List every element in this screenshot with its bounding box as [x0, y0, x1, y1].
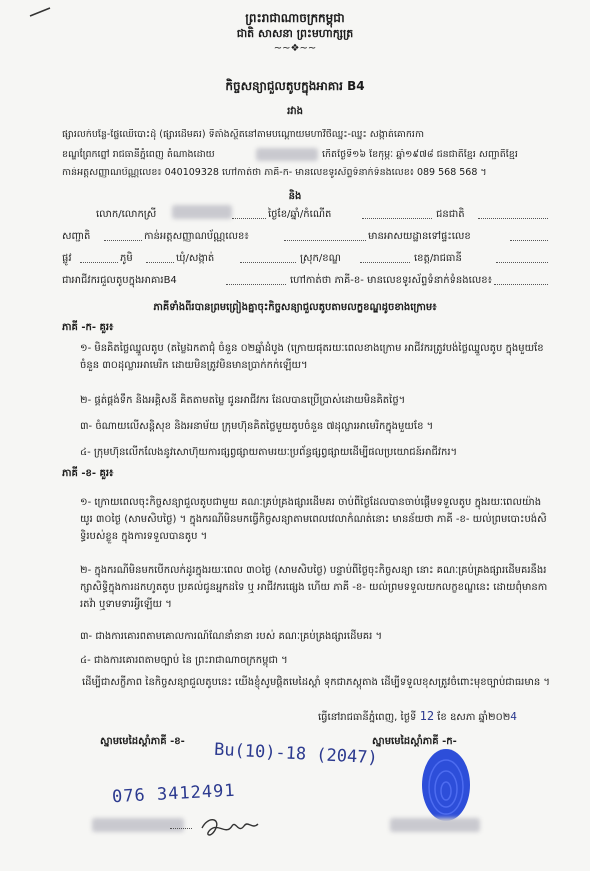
handwritten-phone: 076 3412491 [111, 780, 237, 808]
party-b-district-label: ស្រុក/ខណ្ឌ [300, 253, 341, 264]
party-b-commune-label: ឃុំ/សង្កាត់ [176, 253, 215, 264]
party-a-line3: កាន់អត្តសញ្ញាណប័ណ្ណលេខ៖ 040109328 ហៅកាត់ថា ភាគី-ក- មានលេខទូរស័ព្ទទំនាក់ទំនងលេខ៖ 089 568 568 ។ [62, 167, 487, 178]
date-day: 12 [419, 709, 435, 723]
motto: ជាតិ សាសនា ព្រះមហាក្សត្រ [236, 27, 354, 40]
section-b-item-4: ៤- ជាងការគោរពតាមច្បាប់ នៃ ព្រះរាជាណាចក្រកម្ពុជា ។ [80, 655, 288, 666]
party-b-name-label: លោក/លោកស្រី [96, 209, 157, 220]
redacted-name [256, 148, 318, 161]
party-b-address-label: មានអាសយដ្ឋានទៅផ្ទះលេខ [368, 231, 471, 242]
section-b-item-1: ១- ក្រោយពេលចុះកិច្ចសន្យាជួលតូបជាមួយ គណៈគ្រប់គ្រងផ្សារដើមគរ ចាប់ពីថ្ងៃដែលបានចាប់ផ្តើមទទួលតូប ក្នុងរយៈពេលយ៉ាងយូរ ៣០ថ្ងៃ (សាមសិបថ្ងៃ) ។ ក្នុងករណីមិនមកធ្វើកិច្ចសន្យាតាមពេលវេលាកំណត់នោះ មានន័យថា ភាគី -ខ- យល់ព្រមបោះបង់សិទ្ធិរបស់ខ្លួន ក្នុងការទទួលបានតូប ។ [80, 497, 547, 542]
date-line [318, 710, 517, 724]
party-a-thumb-label: ស្នាមមេដៃស្តាំភាគី -ក- [372, 736, 457, 747]
date-month-label: ខែ [437, 712, 447, 723]
redacted-tenant-name [172, 205, 232, 219]
and-label: និង [288, 191, 302, 202]
section-b-item-3: ៣- ជាងការគោរពតាមគោលការណ៍ណែនាំនានា របស់ គណៈគ្រប់គ្រងផ្សារដើមគរ ។ [80, 631, 383, 642]
party-b-citizenship-label: សញ្ជាតិ [62, 231, 91, 242]
fingerprint-image [418, 744, 474, 826]
section-a-item-1: ១- មិនគិតថ្លៃឈ្នួលតូប (តម្លៃឯកតាជុំ ចំនួន ០២ឆ្នាំដំបូង (ក្រោយផុតរយៈពេលខាងក្រោម អាជីវករត្រូវបង់ថ្លៃឈ្នួលតូប ក្នុងមួយខែចំនួន ៣០ដុល្លារអាមេរិក ដោយមិនត្រូវមិនមានប្រាក់កក់ឡើយ។ [80, 343, 544, 371]
section-a-item-4: ៤- ក្រុមហ៊ុនលើកលែងនូវសោហ៊ុយការផ្សព្វផ្សាយតាមរយៈប្រព័ន្ធផ្សព្វផ្សាយដើម្បីផលប្រយោជន៍អាជីវករ។ [80, 447, 458, 458]
date-month: ឧសភា [449, 712, 476, 723]
section-a-item-2: ២- ផ្គត់ផ្គង់ទឹក និងអគ្គិសនី គិតតាមតម្លៃ ជូនអាជីវករ ដែលបានប្រើប្រាស់ដោយមិនគិតថ្លៃ។ [80, 395, 406, 406]
party-b-village-label: ភូមិ [120, 253, 133, 264]
contract-title: កិច្ចសន្យាជួលតូបក្នុងអាគារ B4 [225, 79, 365, 93]
party-a-line2b: កើតថ្ងៃទី១៦ ខែកុម្ភៈ ឆ្នាំ១៩៧៨ ជនជាតិខ្មែរ សញ្ជាតិខ្មែរ [322, 149, 518, 160]
closing-statement: ដើម្បីជាសក្ខីភាព នៃកិច្ចសន្យាជួលតូបនេះ យើងខ្ញុំសូមផ្តិតមេដៃស្តាំ ទុកជាភស្តុតាង ដើម្បីទទួលខុសត្រូវចំពោះមុខច្បាប់ជាធរមាន ។ [82, 677, 550, 688]
handwritten-stall-code: Bu(10)-18 (2047) [213, 739, 379, 769]
date-year-suffix: 4 [510, 710, 517, 723]
between-label: រវាង [287, 106, 303, 117]
section-b-item-2: ២- ក្នុងករណីមិនមកបើកលក់ដូរក្នុងរយៈពេល ៣០ថ្ងៃ (សាមសិបថ្ងៃ) បន្ទាប់ពីថ្ងៃចុះកិច្ចសន្យា នោះ គណៈគ្រប់គ្រងផ្សារដើមគរនឹងរក្សាសិទ្ធិក្នុងការដកហូតតូប ប្រគល់ជូនអ្នកដទៃ ឬ អាជីវករផ្សេង ហើយ ភាគី -ខ- យល់ព្រមទទួលយកលក្ខខណ្ឌនេះ ដោយពុំមានការតវ៉ា ឬទាមទារអ្វីឡើយ ។ [80, 565, 548, 610]
kingdom-title: ព្រះរាជាណាចក្រកម្ពុជា [245, 11, 345, 25]
party-b-thumb-label: ស្នាមមេដៃស្តាំភាគី -ខ- [100, 736, 185, 747]
party-a-line1: ផ្សារលក់បន្លែ-ផ្លែឈើបោះដុំ (ផ្សារដើមគរ) ទីតាំងស្ថិតនៅតាមបណ្តោយមហាវិថីឈ្នះ-ឈ្នះ សង្កាត់គោករកា [62, 129, 424, 140]
section-b-heading: ភាគី -ខ- គួរ៖ [62, 468, 114, 479]
party-b-street-label: ផ្លូវ [62, 253, 72, 264]
party-b-dob-label: ថ្ងៃខែ/ឆ្នាំ/កំណើត [268, 209, 332, 220]
section-a-item-3: ៣- ចំណាយលើសន្តិសុខ និងអនាម័យ ក្រុមហ៊ុនគិតថ្លៃមួយតូបចំនួន ៧ដុល្លារអាមេរិកក្នុងមួយខែ ។ [80, 421, 434, 432]
agreement-intro: ភាគីទាំងពីរបានព្រមព្រៀងគ្នាចុះកិច្ចសន្យាជួលតូបតាមលក្ខខណ្ឌដូចខាងក្រោម៖ [153, 302, 437, 313]
party-b-alias-label: ហៅកាត់ថា ភាគី-ខ- មានលេខទូរស័ព្ទទំនាក់ទំនងលេខ៖ [290, 275, 493, 286]
party-a-line2: ខណ្ឌព្រែកព្នៅ រាជធានីភ្នំពេញ តំណាងដោយ [62, 149, 215, 160]
handwritten-signature [198, 812, 262, 842]
party-b-nationality-label: ជនជាតិ [436, 209, 465, 220]
ornament: ~~❖~~ [273, 43, 317, 54]
section-a-heading: ភាគី -ក- គួរ៖ [62, 322, 114, 333]
party-b-tenant-label: ជាអាជីវករជួលតូបក្នុងអាគារB4 [62, 275, 177, 286]
date-year-label: ឆ្នាំ២០២ [478, 712, 511, 723]
party-b-id-label: កាន់អត្តសញ្ញាណប័ណ្ណលេខ៖ [144, 231, 249, 242]
party-b-province-label: ខេត្ត/រាជធានី [414, 253, 462, 264]
date-prefix: ធ្វើនៅរាជធានីភ្នំពេញ, ថ្ងៃទី [318, 712, 417, 723]
redacted-landlord-name [390, 818, 480, 832]
